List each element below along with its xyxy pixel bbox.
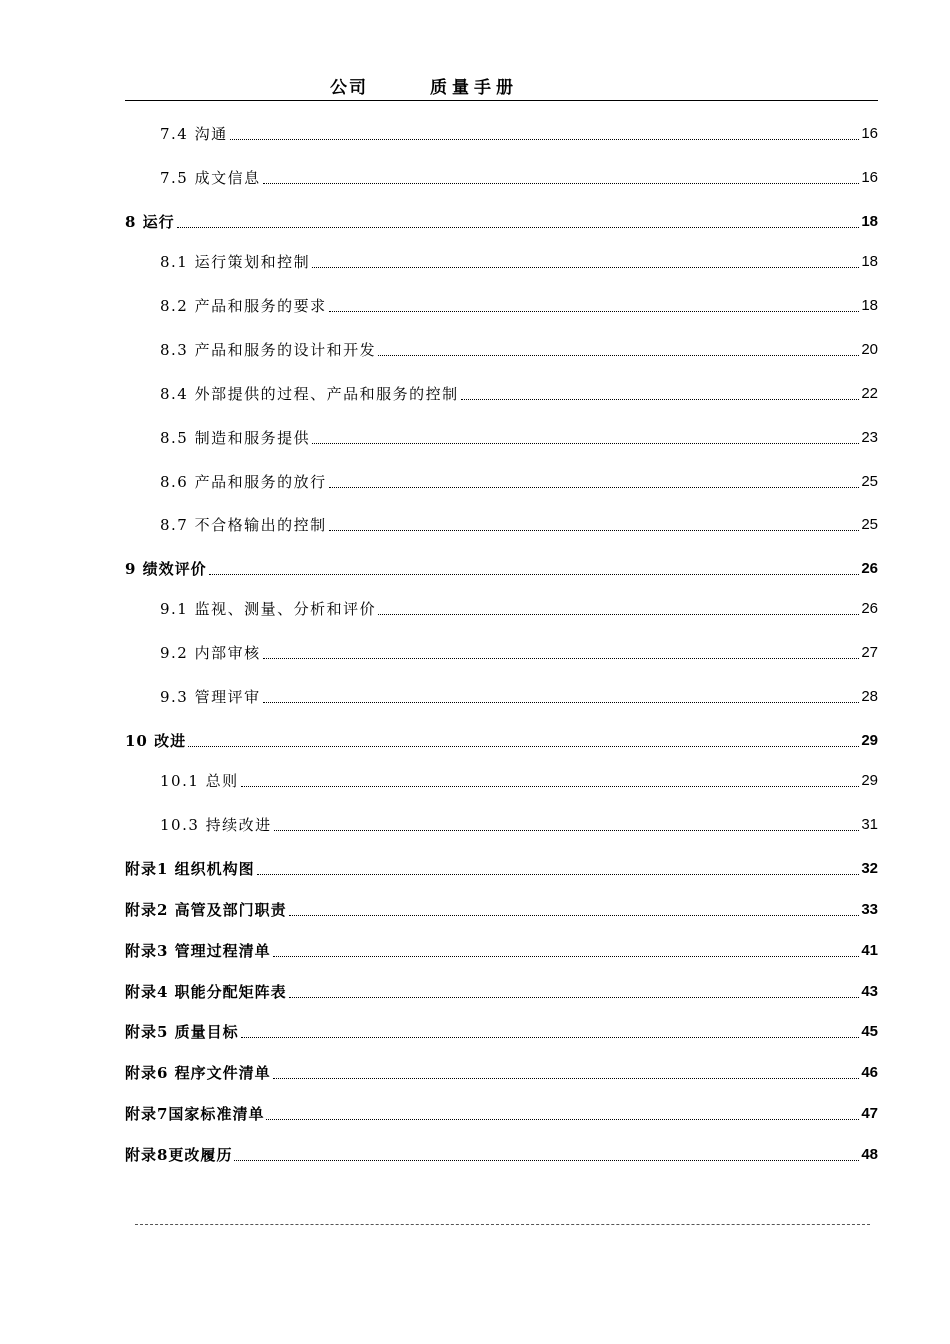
toc-entry-text: 10.3 持续改进 [160, 816, 272, 834]
toc-entry-text: 7.4 沟通 [160, 125, 228, 143]
toc-page-number: 18 [861, 253, 878, 270]
toc-entry-text: 8.6 产品和服务的放行 [160, 473, 327, 491]
toc-entry[interactable] [125, 470, 878, 492]
toc-entry-text: 8.1 运行策划和控制 [160, 253, 311, 271]
toc-page-number: 45 [861, 1023, 878, 1040]
toc-entry-text: 附录4 职能分配矩阵表 [125, 983, 287, 1001]
toc-page-number: 16 [861, 169, 878, 186]
toc-entry-text: 8.2 产品和服务的要求 [160, 297, 327, 315]
toc-entry-text: 附录5 质量目标 [125, 1023, 239, 1041]
toc-page-number: 20 [861, 341, 878, 358]
toc-entry-text: 10.1 总则 [160, 772, 239, 790]
toc-entry[interactable] [125, 769, 878, 791]
toc-entry-text: 附录2 高管及部门职责 [125, 901, 287, 919]
toc-page-number: 47 [861, 1105, 878, 1122]
toc-leader-dots [289, 996, 860, 998]
toc-entry-text: 8.3 产品和服务的设计和开发 [160, 341, 377, 359]
toc-page-number: 16 [861, 125, 878, 142]
toc-entry[interactable] [125, 338, 878, 360]
toc-page-number: 25 [861, 516, 878, 533]
toc-leader-dots [241, 1036, 860, 1038]
toc-entry-text: 附录3 管理过程清单 [125, 942, 271, 960]
toc-leader-dots [274, 829, 860, 831]
toc-entry-text: 9.1 监视、测量、分析和评价 [160, 600, 377, 618]
toc-entry[interactable] [125, 426, 878, 448]
toc-leader-dots [230, 138, 860, 140]
toc-page-number: 28 [861, 688, 878, 705]
toc-entry[interactable] [125, 641, 878, 663]
toc-entry-text: 附录6 程序文件清单 [125, 1064, 271, 1082]
toc-entry[interactable] [125, 382, 878, 404]
toc-page-number: 31 [861, 816, 878, 833]
toc-page-number: 26 [861, 600, 878, 617]
toc-page-number: 27 [861, 644, 878, 661]
toc-leader-dots [257, 873, 860, 875]
toc-entry[interactable] [125, 597, 878, 619]
toc-entry-text: 9 绩效评价 [125, 560, 207, 578]
toc-entry[interactable] [125, 250, 878, 272]
toc-page-number: 29 [861, 772, 878, 789]
toc-leader-dots [461, 398, 860, 400]
toc-leader-dots [266, 1118, 859, 1120]
toc-entry-text: 7.5 成文信息 [160, 169, 261, 187]
toc-entry-text: 9.2 内部审核 [160, 644, 261, 662]
toc-page-number: 41 [861, 942, 878, 959]
toc-page-number: 25 [861, 473, 878, 490]
toc-entry[interactable] [125, 857, 878, 879]
toc-entry-text: 附录8更改履历 [125, 1146, 233, 1164]
toc-entry[interactable] [125, 898, 878, 920]
toc-entry-text: 8 运行 [125, 213, 175, 231]
toc-entry[interactable] [125, 1102, 878, 1124]
toc-entry-text: 8.5 制造和服务提供 [160, 429, 311, 447]
toc-entry[interactable] [125, 166, 878, 188]
toc-page-number: 29 [861, 732, 878, 749]
toc-leader-dots [329, 486, 860, 488]
toc-leader-dots [234, 1159, 859, 1161]
toc-page-number: 48 [861, 1146, 878, 1163]
toc-leader-dots [273, 1077, 860, 1079]
toc-page-number: 46 [861, 1064, 878, 1081]
header-company: 公司 [330, 78, 368, 98]
toc-leader-dots [241, 785, 860, 787]
toc-page-number: 23 [861, 429, 878, 446]
header-title: 质量手册 [430, 78, 518, 98]
toc-entry-text: 8.7 不合格输出的控制 [160, 516, 327, 534]
toc-page-number: 43 [861, 983, 878, 1000]
toc-leader-dots [329, 310, 860, 312]
toc-entry[interactable] [125, 980, 878, 1002]
toc-leader-dots [263, 657, 860, 659]
toc-entry[interactable] [125, 294, 878, 316]
toc-entry[interactable] [125, 557, 878, 579]
toc-page-number: 26 [861, 560, 878, 577]
toc-leader-dots [289, 914, 860, 916]
toc-leader-dots [312, 442, 859, 444]
toc-page-number: 18 [861, 297, 878, 314]
toc-entry[interactable] [125, 513, 878, 535]
toc-entry[interactable] [125, 939, 878, 961]
toc-page-number: 33 [861, 901, 878, 918]
toc-entry[interactable] [125, 1061, 878, 1083]
toc-entry[interactable] [125, 685, 878, 707]
toc-leader-dots [329, 529, 860, 531]
footer-rule [135, 1224, 870, 1225]
toc-leader-dots [378, 354, 859, 356]
toc-leader-dots [209, 573, 860, 575]
toc-entry-text: 附录7国家标准清单 [125, 1105, 265, 1123]
toc-entry[interactable] [125, 122, 878, 144]
toc-entry-text: 8.4 外部提供的过程、产品和服务的控制 [160, 385, 459, 403]
toc-entry[interactable] [125, 813, 878, 835]
toc-entry[interactable] [125, 1020, 878, 1042]
toc-entry[interactable] [125, 210, 878, 232]
toc-leader-dots [263, 701, 860, 703]
toc-entry-text: 10 改进 [125, 732, 187, 750]
toc-entry-text: 9.3 管理评审 [160, 688, 261, 706]
toc-leader-dots [177, 226, 860, 228]
toc-leader-dots [273, 955, 860, 957]
page-header [125, 70, 878, 101]
toc-leader-dots [378, 613, 859, 615]
toc-entry[interactable] [125, 1143, 878, 1165]
toc-entry-text: 附录1 组织机构图 [125, 860, 255, 878]
toc-page-number: 18 [861, 213, 878, 230]
toc-entry[interactable] [125, 729, 878, 751]
toc-leader-dots [263, 182, 860, 184]
toc-page-number: 22 [861, 385, 878, 402]
toc-leader-dots [188, 745, 859, 747]
toc-leader-dots [312, 266, 859, 268]
toc-page-number: 32 [861, 860, 878, 877]
